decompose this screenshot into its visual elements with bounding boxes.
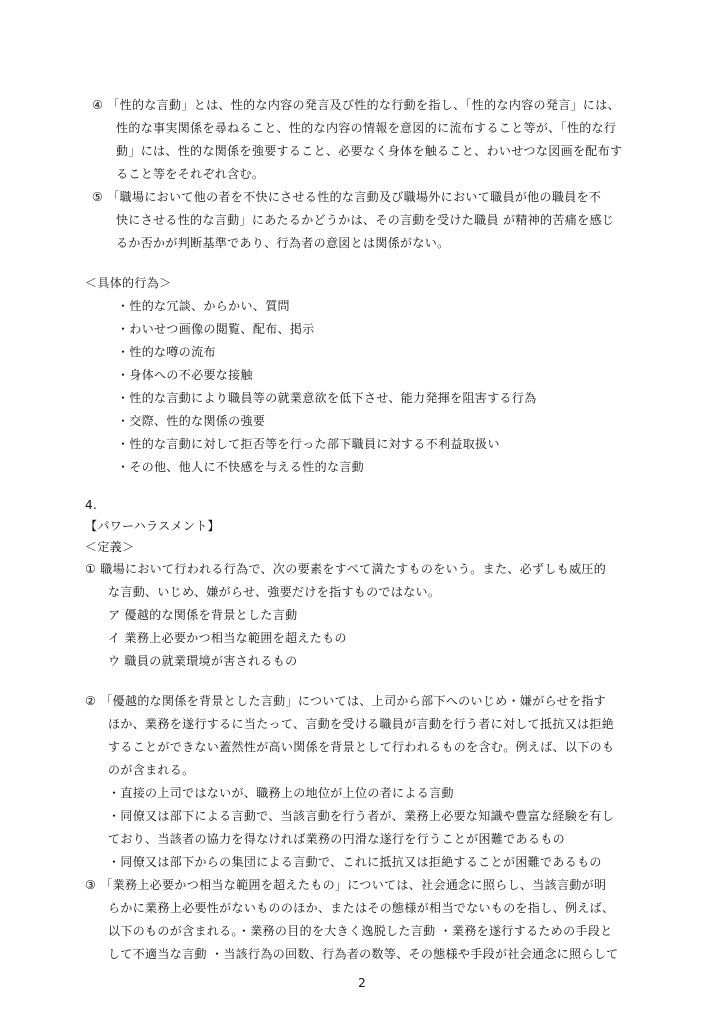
text-line: のが含まれる。 xyxy=(108,763,195,777)
text-line: ・身体への不必要な接触 xyxy=(117,368,253,382)
text-line: ① 職場において行われる行為で、次の要素をすべて満たすものをいう。また、必ずしも威圧的 xyxy=(85,562,607,576)
text-line: ア 優越的な関係を背景とした言動 xyxy=(108,608,298,622)
text-line: 快にさせる性的な言動」にあたるかどうかは、その言動を受けた職員 が精神的苦痛を感じ xyxy=(116,213,615,227)
text-line: な言動、いじめ、嫌がらせ、強要だけを指すものではない。 xyxy=(108,585,441,599)
text-line: イ 業務上必要かつ相当な範囲を超えたもの xyxy=(108,631,347,645)
text-line: することができない蓋然性が高い関係を背景として行われるものを含む。例えば、以下のも xyxy=(108,740,615,754)
text-line: ④ 「性的な言動」とは、性的な内容の発言及び性的な行動を指し、「性的な内容の発言」には、 xyxy=(92,98,620,112)
text-line: ・その他、他人に不快感を与える性的な言動 xyxy=(117,460,365,474)
text-line: ＜具体的行為＞ xyxy=(85,276,172,290)
text-line: ・交際、性的な関係の強要 xyxy=(117,414,266,428)
text-line: ・性的な言動により職員等の就業意欲を低下させ、能力発揮を阻害する行為 xyxy=(117,391,537,405)
text-line: 4. xyxy=(85,498,98,512)
text-line: るか否かが判断基準であり、行為者の意図とは関係がない。 xyxy=(116,236,450,250)
text-line: ③ 「業務上必要かつ相当な範囲を超えたもの」については、社会通念に照らし、当該言動が明 xyxy=(85,878,607,892)
text-line: ・性的な冗談、からかい、質問 xyxy=(117,299,290,313)
text-line: して不適当な言動 ・当該行為の回数、行為者の数等、その態様や手段が社会通念に照らして xyxy=(108,947,619,961)
text-line: ・直接の上司ではないが、職務上の地位が上位の者による言動 xyxy=(108,786,454,800)
text-line: 以下のものが含まれる。・業務の目的を大きく逸脱した言動 ・業務を遂行するための手段と xyxy=(108,924,613,938)
text-line: ⑤ 「職場において他の者を不快にさせる性的な言動及び職場外において職員が他の職員を不 xyxy=(92,190,602,204)
text-line: らかに業務上必要性がないもののほか、またはその態様が相当でないものを指し、例えば、 xyxy=(108,901,615,915)
text-line: ・性的な噂の流布 xyxy=(117,345,216,359)
text-line: ること等をそれぞれ含む。 xyxy=(116,167,265,181)
page-number: 2 xyxy=(358,976,366,990)
text-line: ウ 職員の就業環境が害されるもの xyxy=(108,654,298,668)
text-line: ② 「優越的な関係を背景とした言動」については、上司から部下へのいじめ・嫌がらせを指す xyxy=(85,694,607,708)
text-line: ・わいせつ画像の閲覧、配布、掲示 xyxy=(117,322,315,336)
text-line: ・性的な言動に対して拒否等を行った部下職員に対する不利益取扱い xyxy=(117,437,500,451)
text-line: ＜定義＞ xyxy=(85,540,135,554)
text-line: 性的な事実関係を尋ねること、性的な内容の情報を意図的に流布すること等が、「性的な行 xyxy=(116,121,617,135)
text-line: 動」には、性的な関係を強要すること、必要なく身体を触ること、わいせつな図画を配布す xyxy=(116,144,623,158)
text-line: ており、当該者の協力を得なければ業務の円滑な遂行を行うことが困難であるもの xyxy=(108,832,565,846)
text-line: ・同僚又は部下による言動で、当該言動を行う者が、業務上必要な知識や豊富な経験を有し xyxy=(108,809,615,823)
text-line: ほか、業務を遂行するに当たって、言動を受ける職員が言動を行う者に対して抵抗又は拒絶 xyxy=(108,717,615,731)
text-line: ・同僚又は部下からの集団による言動で、これに抵抗又は拒絶することが困難であるもの xyxy=(108,855,602,869)
text-line: 【パワーハラスメント】 xyxy=(85,519,220,533)
